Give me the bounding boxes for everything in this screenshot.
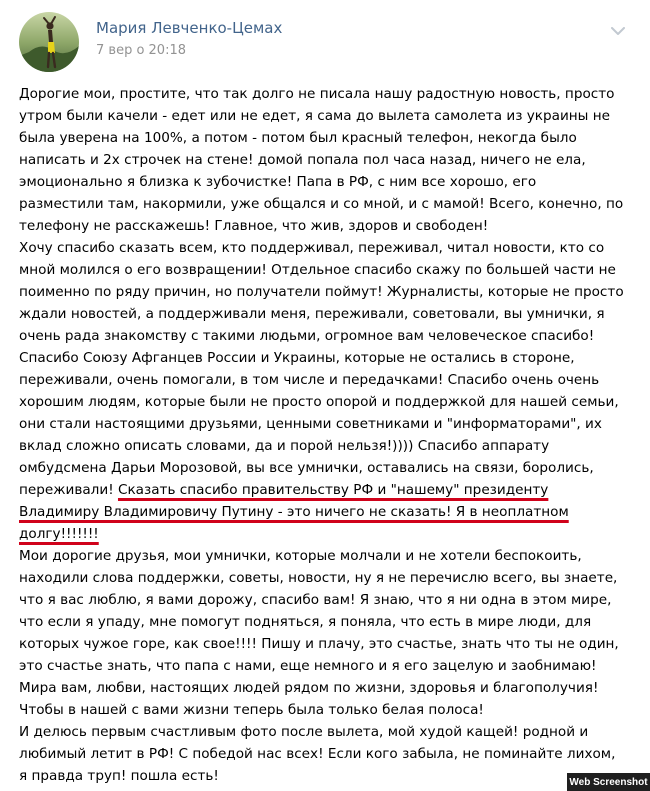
post-text-segment: любимый летит в РФ! С победой нас всех! Если кого забыла, не поминайте лихом, — [19, 746, 616, 762]
post-text-line — [19, 281, 639, 303]
post-text-line — [19, 523, 639, 545]
post-text-segment: находили слова поддержки, советы, новости, ну я не перечислю всего, вы знаете, — [19, 570, 618, 586]
post-text-segment: что я вас люблю, я вами дорожу, спасибо вам! Я знаю, что я ни одна в этом мире, — [19, 592, 612, 608]
post-text-line — [19, 699, 639, 721]
post-text-line — [19, 435, 639, 457]
post-text-segment: переживали, очень помогали, в том числе и передачками! Спасибо очень очень — [19, 372, 600, 388]
post-text-segment: написать и 2х строчек на стене! домой попала пол часа назад, ничего не ела, — [19, 152, 586, 168]
post-text-segment: Дорогие мои, простите, что так долго не писала нашу радостную новость, просто — [19, 86, 615, 102]
post-text-segment: ждали новостей, а поддерживали меня, переживали, советовали, вы умнички, я — [19, 306, 605, 322]
post-text-line — [19, 347, 639, 369]
post-text-line — [19, 237, 639, 259]
avatar-photo-icon — [19, 12, 79, 72]
post-text-segment: Чтобы в нашей с вами жизни теперь была только белая полоса! — [19, 702, 484, 718]
post-text-line — [19, 127, 639, 149]
post-date[interactable]: 7 вер о 20:18 — [96, 43, 186, 58]
post-text-line — [19, 193, 639, 215]
post-text-segment: утром были качели - едет или не едет, я сама до вылета самолета из украины не — [19, 108, 610, 124]
avatar[interactable] — [19, 12, 79, 72]
post-text-segment: очень рада знакомству с такими людьми, огромное вам человеческое спасибо! — [19, 328, 595, 344]
post-text-line — [19, 215, 639, 237]
post-text-segment: они стали настоящими друзьями, ценными советниками и "информаторами", их — [19, 416, 602, 432]
post-text-segment: эмоционально я близка к зубочистке! Папа в РФ, с ним все хорошо, его — [19, 174, 537, 190]
post-text-segment: И делюсь первым счастливым фото после вылета, мой худой кащей! родной и — [19, 724, 589, 740]
post-text-line — [19, 303, 639, 325]
underlined-text-segment: Владимиру Владимировичу Путину - это ничего не сказать! Я в неоплатном — [19, 504, 569, 520]
post-text-line — [19, 259, 639, 281]
post-text-line — [19, 457, 639, 479]
post-text-line — [19, 721, 639, 743]
post-text-segment: была уверена на 100%, а потом - потом был красный телефон, некогда было — [19, 130, 577, 146]
post-author[interactable]: Мария Левченко-Цемах — [96, 19, 283, 37]
post-text-segment: хорошим людям, которые были не просто опорой и поддержкой для нашей семьи, — [19, 394, 619, 410]
underlined-text-segment: Сказать спасибо правительству РФ и "нашему" президенту — [117, 482, 549, 498]
post-text-line — [19, 677, 639, 699]
post-text-segment: я правда труп! пошла есть! — [19, 768, 219, 784]
post-text-segment: телефону не расскажешь! Главное, что жив, здоров и свободен! — [19, 218, 489, 234]
post-text-line — [19, 589, 639, 611]
post-text-segment: что если я упаду, мне помогут подняться, я поняла, что есть в мире люди, для — [19, 614, 592, 630]
chevron-down-icon[interactable] — [606, 24, 630, 38]
post-text-line — [19, 765, 639, 787]
underlined-text-segment: долгу!!!!!!! — [19, 526, 99, 542]
post-text-line — [19, 743, 639, 765]
post-text-line — [19, 369, 639, 391]
post-text-segment: разместили там, накормили, уже общался и со мной, и с мамой! Всего, конечно, по — [19, 196, 624, 212]
post-text-line — [19, 655, 639, 677]
post-text-segment: Хочу спасибо сказать всем, кто поддерживал, переживал, читал новости, кто со — [19, 240, 605, 256]
post-text-segment: поименно по ряду причин, но получатели поймут! Журналисты, которые не просто — [19, 284, 624, 300]
post-text-segment: Мира вам, любви, настоящих людей рядом по жизни, здоровья и благополучия! — [19, 680, 599, 696]
post-text-segment: мной молился о его возвращении! Отдельное спасибо скажу по большей части не — [19, 262, 616, 278]
post-text-segment: которых чужое горе, как свое!!!! Пишу и плачу, это счастье, знать что ты не один, — [19, 636, 619, 652]
post-text-segment: переживали! — [19, 482, 118, 498]
post-text-line — [19, 325, 639, 347]
post-text-segment: Спасибо Союзу Афганцев России и Украины, которые не остались в стороне, — [19, 350, 575, 366]
post-text-segment: Мои дорогие друзья, мои умнички, которые молчали и не хотели беспокоить, — [19, 548, 582, 564]
web-screenshot-badge: Web Screenshot — [567, 773, 650, 791]
post-text-line — [19, 105, 639, 127]
post-text-line — [19, 501, 639, 523]
post-text-line — [19, 567, 639, 589]
post-text-line — [19, 149, 639, 171]
post-text-line — [19, 633, 639, 655]
post-text-segment: вклад сложно описать словами, да и порой нельзя!)))) Спасибо аппарату — [19, 438, 550, 454]
post-text-line — [19, 171, 639, 193]
post-text-line — [19, 83, 639, 105]
post-text-line — [19, 391, 639, 413]
post-text-segment: омбудсмена Дарьи Морозовой, вы все умнички, оставались на связи, боролись, — [19, 460, 594, 476]
post-text-segment: это счастье знать, что папа с нами, еще немного и я его зацелую и зaобнимаю! — [19, 658, 597, 674]
post-text-line — [19, 413, 639, 435]
post-text-line — [19, 479, 639, 501]
post-text-line — [19, 611, 639, 633]
post-text — [19, 83, 639, 787]
post-text-line — [19, 545, 639, 567]
